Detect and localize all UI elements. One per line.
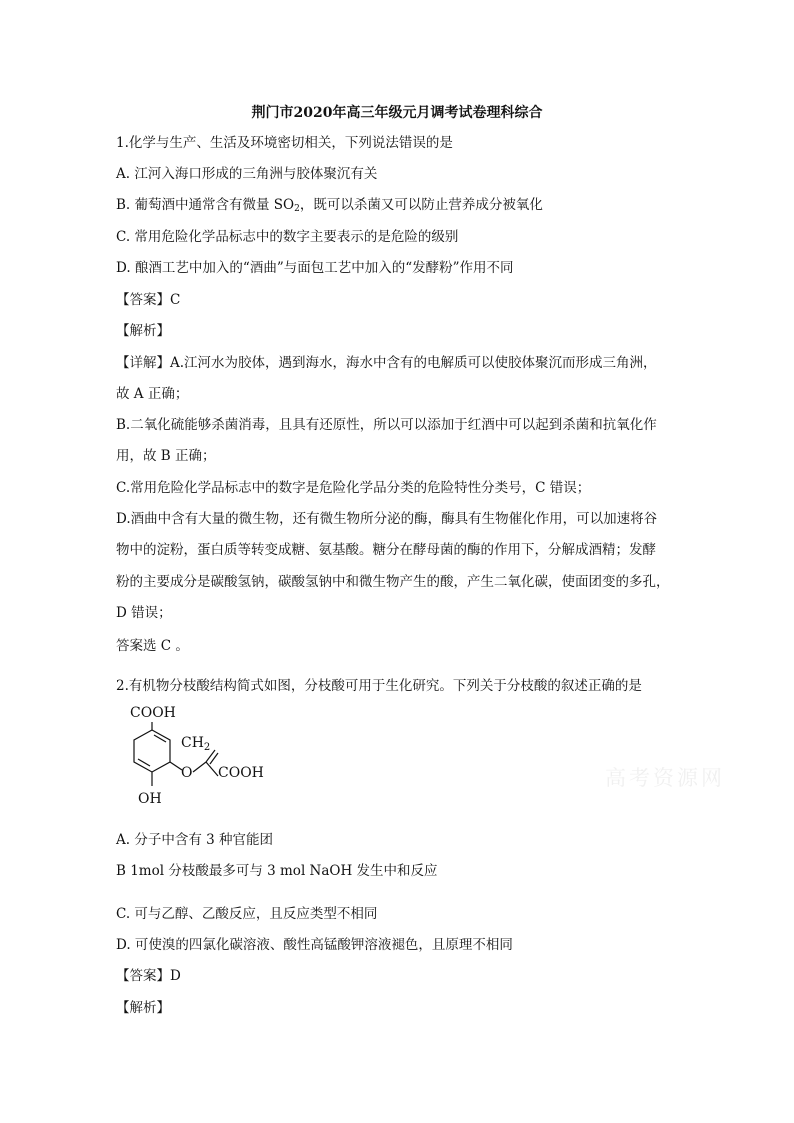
q1-stem: 1.化学与生产、生活及环境密切相关，下列说法错误的是 [116,135,453,151]
q2-analysis-label: 【解析】 [116,1000,170,1016]
cooh-right-label: COOH [218,765,264,781]
q1-option-d: D. 酿酒工艺中加入的“酒曲”与面包工艺中加入的“发酵粉”作用不同 [116,260,514,276]
q1-explain-line: 物中的淀粉，蛋白质等转变成糖、氨基酸。糖分在酵母菌的酶的作用下，分解成酒精；发酵 [116,542,656,558]
q1-explain-line: 用，故 B 正确； [116,448,216,464]
q1-answer: 【答案】C [116,292,181,308]
chorismic-acid-structure [118,700,278,825]
q2-option-a: A. 分子中含有 3 种官能团 [116,832,274,848]
q1-explain-line: D.酒曲中含有大量的微生物，还有微生物所分泌的酶，酶具有生物催化作用，可以加速将谷 [116,511,658,527]
q2-answer: 【答案】D [116,968,181,984]
oh-label: OH [138,791,162,807]
q1-option-b-subscript: 2 [294,204,300,214]
cooh-top-label: COOH [130,705,176,721]
q1-option-b [116,195,543,219]
q1-option-b-rest: ，既可以杀菌又可以防止营养成分被氧化 [299,197,543,213]
q1-final-answer: 答案选 C 。 [116,638,189,654]
q2-option-d: D. 可使溴的四氯化碳溶液、酸性高锰酸钾溶液褪色，且原理不相同 [116,937,513,953]
ring-bonds [134,722,218,786]
q1-analysis-label: 【解析】 [116,323,170,339]
ch2-label-subscript: 2 [203,742,211,753]
q1-option-c: C. 常用危险化学品标志中的数字主要表示的是危险的级别 [116,229,459,245]
q1-explain-line: 【详解】A.江河水为胶体，遇到海水，海水中含有的电解质可以使胶体聚沉而形成三角洲， [116,355,657,371]
document-title: 荆门市2020年高三年级元月调考试卷理科综合 [251,105,543,121]
ch2-label-main: CH [181,735,204,751]
q1-explain-line: B.二氧化硫能够杀菌消毒，且具有还原性，所以可以添加于红酒中可以起到杀菌和抗氧化作 [116,417,657,433]
q2-option-b: B 1mol 分枝酸最多可与 3 mol NaOH 发生中和反应 [116,863,438,879]
q1-option-b-text: B. 葡萄酒中通常含有微量 SO [116,197,295,213]
q1-explain-line: 故 A 正确； [116,386,189,402]
q2-stem: 2.有机物分枝酸结构简式如图，分枝酸可用于生化研究。下列关于分枝酸的叙述正确的是 [116,678,642,694]
watermark: 高考资源网 [605,766,725,790]
q2-option-c: C. 可与乙醇、乙酸反应，且反应类型不相同 [116,906,378,922]
ch2-label [181,735,210,753]
q1-explain-line: 粉的主要成分是碳酸氢钠，碳酸氢钠中和微生物产生的酸，产生二氧化碳，使面团变的多孔， [116,574,670,590]
q1-explain-line: C.常用危险化学品标志中的数字是危险化学品分类的危险特性分类号，C 错误； [116,480,591,496]
q1-explain-line: D 错误； [116,605,172,621]
ether-o-label: O [181,765,193,781]
q1-option-a: A. 江河入海口形成的三角洲与胶体聚沉有关 [116,166,378,182]
